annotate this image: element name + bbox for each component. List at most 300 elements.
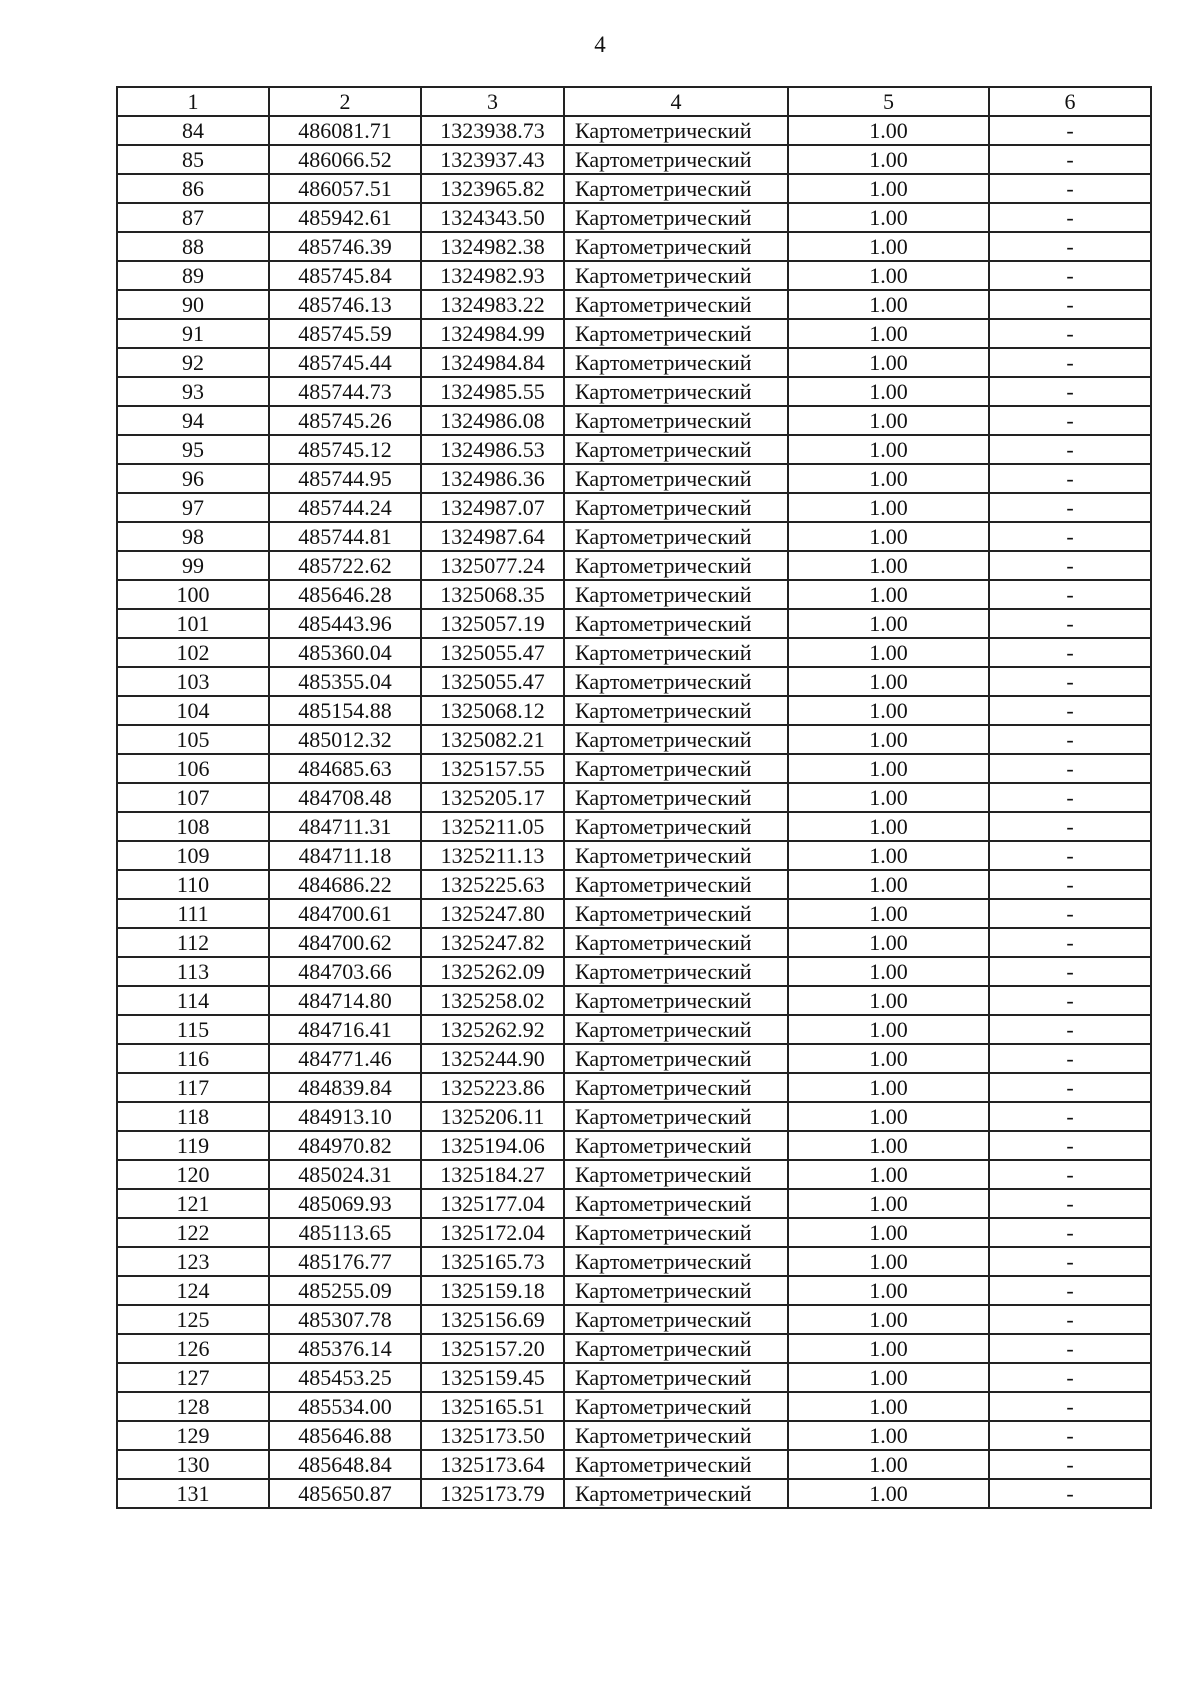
note-cell: - <box>989 1218 1151 1247</box>
note-cell: - <box>989 145 1151 174</box>
method-cell: Картометрический <box>564 1305 788 1334</box>
point-number-cell: 93 <box>117 377 269 406</box>
point-number-cell: 87 <box>117 203 269 232</box>
x-coordinate-cell: 485355.04 <box>269 667 421 696</box>
method-cell: Картометрический <box>564 638 788 667</box>
table-row <box>117 319 1151 348</box>
x-coordinate-cell: 484970.82 <box>269 1131 421 1160</box>
note-cell: - <box>989 870 1151 899</box>
table-row <box>117 1073 1151 1102</box>
note-cell: - <box>989 1334 1151 1363</box>
table-row <box>117 725 1151 754</box>
accuracy-cell: 1.00 <box>788 1044 989 1073</box>
method-cell: Картометрический <box>564 609 788 638</box>
table-row <box>117 232 1151 261</box>
x-coordinate-cell: 485453.25 <box>269 1363 421 1392</box>
x-coordinate-cell: 486066.52 <box>269 145 421 174</box>
accuracy-cell: 1.00 <box>788 348 989 377</box>
x-coordinate-cell: 484711.18 <box>269 841 421 870</box>
x-coordinate-cell: 484771.46 <box>269 1044 421 1073</box>
y-coordinate-cell: 1325247.82 <box>421 928 564 957</box>
x-coordinate-cell: 485176.77 <box>269 1247 421 1276</box>
x-coordinate-cell: 484708.48 <box>269 783 421 812</box>
accuracy-cell: 1.00 <box>788 464 989 493</box>
method-cell: Картометрический <box>564 377 788 406</box>
point-number-cell: 117 <box>117 1073 269 1102</box>
accuracy-cell: 1.00 <box>788 986 989 1015</box>
method-cell: Картометрический <box>564 580 788 609</box>
method-cell: Картометрический <box>564 203 788 232</box>
x-coordinate-cell: 485745.59 <box>269 319 421 348</box>
table-row <box>117 754 1151 783</box>
point-number-cell: 106 <box>117 754 269 783</box>
point-number-cell: 109 <box>117 841 269 870</box>
x-coordinate-cell: 485154.88 <box>269 696 421 725</box>
note-cell: - <box>989 667 1151 696</box>
accuracy-cell: 1.00 <box>788 928 989 957</box>
accuracy-cell: 1.00 <box>788 1015 989 1044</box>
method-cell: Картометрический <box>564 1421 788 1450</box>
point-number-cell: 99 <box>117 551 269 580</box>
x-coordinate-cell: 485376.14 <box>269 1334 421 1363</box>
method-cell: Картометрический <box>564 667 788 696</box>
y-coordinate-cell: 1325194.06 <box>421 1131 564 1160</box>
point-number-cell: 114 <box>117 986 269 1015</box>
accuracy-cell: 1.00 <box>788 725 989 754</box>
method-cell: Картометрический <box>564 1015 788 1044</box>
x-coordinate-cell: 485534.00 <box>269 1392 421 1421</box>
note-cell: - <box>989 406 1151 435</box>
accuracy-cell: 1.00 <box>788 232 989 261</box>
point-number-cell: 128 <box>117 1392 269 1421</box>
table-row <box>117 174 1151 203</box>
point-number-cell: 112 <box>117 928 269 957</box>
table-row <box>117 1479 1151 1508</box>
accuracy-cell: 1.00 <box>788 1102 989 1131</box>
y-coordinate-cell: 1325173.79 <box>421 1479 564 1508</box>
method-cell: Картометрический <box>564 1218 788 1247</box>
x-coordinate-cell: 486057.51 <box>269 174 421 203</box>
method-cell: Картометрический <box>564 551 788 580</box>
y-coordinate-cell: 1325068.12 <box>421 696 564 725</box>
method-cell: Картометрический <box>564 1479 788 1508</box>
y-coordinate-cell: 1325211.05 <box>421 812 564 841</box>
y-coordinate-cell: 1325157.55 <box>421 754 564 783</box>
note-cell: - <box>989 116 1151 145</box>
method-cell: Картометрический <box>564 986 788 1015</box>
y-coordinate-cell: 1325157.20 <box>421 1334 564 1363</box>
table-row <box>117 928 1151 957</box>
method-cell: Картометрический <box>564 1276 788 1305</box>
point-number-cell: 123 <box>117 1247 269 1276</box>
method-cell: Картометрический <box>564 348 788 377</box>
table-row <box>117 1015 1151 1044</box>
note-cell: - <box>989 1479 1151 1508</box>
table-row <box>117 1450 1151 1479</box>
note-cell: - <box>989 1015 1151 1044</box>
point-number-cell: 113 <box>117 957 269 986</box>
point-number-cell: 84 <box>117 116 269 145</box>
table-row <box>117 261 1151 290</box>
point-number-cell: 95 <box>117 435 269 464</box>
y-coordinate-cell: 1324987.64 <box>421 522 564 551</box>
x-coordinate-cell: 485746.13 <box>269 290 421 319</box>
table-row <box>117 1305 1151 1334</box>
method-cell: Картометрический <box>564 1189 788 1218</box>
y-coordinate-cell: 1325206.11 <box>421 1102 564 1131</box>
note-cell: - <box>989 725 1151 754</box>
table-row <box>117 1218 1151 1247</box>
table-row <box>117 377 1151 406</box>
note-cell: - <box>989 1073 1151 1102</box>
point-number-cell: 108 <box>117 812 269 841</box>
method-cell: Картометрический <box>564 783 788 812</box>
table-row <box>117 435 1151 464</box>
method-cell: Картометрический <box>564 899 788 928</box>
method-cell: Картометрический <box>564 1102 788 1131</box>
note-cell: - <box>989 1363 1151 1392</box>
note-cell: - <box>989 174 1151 203</box>
note-cell: - <box>989 1189 1151 1218</box>
x-coordinate-cell: 485012.32 <box>269 725 421 754</box>
accuracy-cell: 1.00 <box>788 1392 989 1421</box>
table-row <box>117 1102 1151 1131</box>
table-row <box>117 348 1151 377</box>
x-coordinate-cell: 485646.88 <box>269 1421 421 1450</box>
accuracy-cell: 1.00 <box>788 1421 989 1450</box>
point-number-cell: 104 <box>117 696 269 725</box>
method-cell: Картометрический <box>564 1334 788 1363</box>
y-coordinate-cell: 1325211.13 <box>421 841 564 870</box>
note-cell: - <box>989 928 1151 957</box>
method-cell: Картометрический <box>564 1160 788 1189</box>
point-number-cell: 120 <box>117 1160 269 1189</box>
y-coordinate-cell: 1325156.69 <box>421 1305 564 1334</box>
y-coordinate-cell: 1324984.99 <box>421 319 564 348</box>
method-cell: Картометрический <box>564 319 788 348</box>
x-coordinate-cell: 485744.81 <box>269 522 421 551</box>
y-coordinate-cell: 1325172.04 <box>421 1218 564 1247</box>
point-number-cell: 96 <box>117 464 269 493</box>
point-number-cell: 105 <box>117 725 269 754</box>
y-coordinate-cell: 1324987.07 <box>421 493 564 522</box>
table-row <box>117 203 1151 232</box>
table-row <box>117 812 1151 841</box>
table-row <box>117 609 1151 638</box>
table-row <box>117 1131 1151 1160</box>
note-cell: - <box>989 609 1151 638</box>
y-coordinate-cell: 1325055.47 <box>421 638 564 667</box>
y-coordinate-cell: 1324986.08 <box>421 406 564 435</box>
header-col-1: 1 <box>117 87 269 116</box>
accuracy-cell: 1.00 <box>788 1160 989 1189</box>
accuracy-cell: 1.00 <box>788 638 989 667</box>
note-cell: - <box>989 1247 1151 1276</box>
y-coordinate-cell: 1324982.93 <box>421 261 564 290</box>
method-cell: Картометрический <box>564 1073 788 1102</box>
y-coordinate-cell: 1325244.90 <box>421 1044 564 1073</box>
y-coordinate-cell: 1325262.09 <box>421 957 564 986</box>
note-cell: - <box>989 986 1151 1015</box>
table-row <box>117 580 1151 609</box>
accuracy-cell: 1.00 <box>788 145 989 174</box>
note-cell: - <box>989 783 1151 812</box>
accuracy-cell: 1.00 <box>788 261 989 290</box>
x-coordinate-cell: 484711.31 <box>269 812 421 841</box>
accuracy-cell: 1.00 <box>788 1305 989 1334</box>
table-row <box>117 1189 1151 1218</box>
y-coordinate-cell: 1325159.18 <box>421 1276 564 1305</box>
method-cell: Картометрический <box>564 870 788 899</box>
y-coordinate-cell: 1325205.17 <box>421 783 564 812</box>
method-cell: Картометрический <box>564 435 788 464</box>
x-coordinate-cell: 485746.39 <box>269 232 421 261</box>
accuracy-cell: 1.00 <box>788 957 989 986</box>
y-coordinate-cell: 1325258.02 <box>421 986 564 1015</box>
point-number-cell: 97 <box>117 493 269 522</box>
method-cell: Картометрический <box>564 1044 788 1073</box>
note-cell: - <box>989 899 1151 928</box>
method-cell: Картометрический <box>564 696 788 725</box>
method-cell: Картометрический <box>564 261 788 290</box>
method-cell: Картометрический <box>564 406 788 435</box>
note-cell: - <box>989 580 1151 609</box>
method-cell: Картометрический <box>564 493 788 522</box>
table-header <box>117 87 1151 116</box>
point-number-cell: 90 <box>117 290 269 319</box>
y-coordinate-cell: 1324986.36 <box>421 464 564 493</box>
table-row <box>117 986 1151 1015</box>
x-coordinate-cell: 485744.73 <box>269 377 421 406</box>
y-coordinate-cell: 1325055.47 <box>421 667 564 696</box>
accuracy-cell: 1.00 <box>788 870 989 899</box>
note-cell: - <box>989 1160 1151 1189</box>
y-coordinate-cell: 1324343.50 <box>421 203 564 232</box>
y-coordinate-cell: 1324985.55 <box>421 377 564 406</box>
accuracy-cell: 1.00 <box>788 1218 989 1247</box>
accuracy-cell: 1.00 <box>788 1363 989 1392</box>
table-row <box>117 667 1151 696</box>
y-coordinate-cell: 1325177.04 <box>421 1189 564 1218</box>
coordinates-table <box>116 86 1152 1509</box>
x-coordinate-cell: 485942.61 <box>269 203 421 232</box>
point-number-cell: 131 <box>117 1479 269 1508</box>
accuracy-cell: 1.00 <box>788 1479 989 1508</box>
y-coordinate-cell: 1324984.84 <box>421 348 564 377</box>
table-row <box>117 1276 1151 1305</box>
note-cell: - <box>989 290 1151 319</box>
accuracy-cell: 1.00 <box>788 1276 989 1305</box>
accuracy-cell: 1.00 <box>788 203 989 232</box>
y-coordinate-cell: 1323938.73 <box>421 116 564 145</box>
accuracy-cell: 1.00 <box>788 290 989 319</box>
y-coordinate-cell: 1323937.43 <box>421 145 564 174</box>
point-number-cell: 130 <box>117 1450 269 1479</box>
accuracy-cell: 1.00 <box>788 1334 989 1363</box>
note-cell: - <box>989 435 1151 464</box>
y-coordinate-cell: 1325262.92 <box>421 1015 564 1044</box>
accuracy-cell: 1.00 <box>788 899 989 928</box>
method-cell: Картометрический <box>564 1392 788 1421</box>
y-coordinate-cell: 1324983.22 <box>421 290 564 319</box>
y-coordinate-cell: 1325184.27 <box>421 1160 564 1189</box>
note-cell: - <box>989 841 1151 870</box>
header-col-6: 6 <box>989 87 1151 116</box>
x-coordinate-cell: 485745.44 <box>269 348 421 377</box>
method-cell: Картометрический <box>564 145 788 174</box>
note-cell: - <box>989 261 1151 290</box>
table-row <box>117 493 1151 522</box>
y-coordinate-cell: 1325223.86 <box>421 1073 564 1102</box>
y-coordinate-cell: 1325173.64 <box>421 1450 564 1479</box>
x-coordinate-cell: 485745.12 <box>269 435 421 464</box>
x-coordinate-cell: 484700.61 <box>269 899 421 928</box>
x-coordinate-cell: 485307.78 <box>269 1305 421 1334</box>
point-number-cell: 129 <box>117 1421 269 1450</box>
accuracy-cell: 1.00 <box>788 319 989 348</box>
method-cell: Картометрический <box>564 522 788 551</box>
note-cell: - <box>989 464 1151 493</box>
x-coordinate-cell: 485360.04 <box>269 638 421 667</box>
header-col-5: 5 <box>788 87 989 116</box>
table-row <box>117 1247 1151 1276</box>
table-row <box>117 1044 1151 1073</box>
point-number-cell: 107 <box>117 783 269 812</box>
point-number-cell: 91 <box>117 319 269 348</box>
note-cell: - <box>989 232 1151 261</box>
point-number-cell: 100 <box>117 580 269 609</box>
x-coordinate-cell: 484716.41 <box>269 1015 421 1044</box>
point-number-cell: 121 <box>117 1189 269 1218</box>
table-row <box>117 406 1151 435</box>
x-coordinate-cell: 485113.65 <box>269 1218 421 1247</box>
note-cell: - <box>989 203 1151 232</box>
y-coordinate-cell: 1325082.21 <box>421 725 564 754</box>
table-row <box>117 1363 1151 1392</box>
accuracy-cell: 1.00 <box>788 1131 989 1160</box>
point-number-cell: 102 <box>117 638 269 667</box>
accuracy-cell: 1.00 <box>788 1073 989 1102</box>
x-coordinate-cell: 485745.26 <box>269 406 421 435</box>
x-coordinate-cell: 484685.63 <box>269 754 421 783</box>
point-number-cell: 103 <box>117 667 269 696</box>
point-number-cell: 115 <box>117 1015 269 1044</box>
table-row <box>117 1421 1151 1450</box>
note-cell: - <box>989 1102 1151 1131</box>
x-coordinate-cell: 484700.62 <box>269 928 421 957</box>
method-cell: Картометрический <box>564 1363 788 1392</box>
method-cell: Картометрический <box>564 174 788 203</box>
point-number-cell: 98 <box>117 522 269 551</box>
accuracy-cell: 1.00 <box>788 116 989 145</box>
point-number-cell: 124 <box>117 1276 269 1305</box>
accuracy-cell: 1.00 <box>788 1189 989 1218</box>
accuracy-cell: 1.00 <box>788 1450 989 1479</box>
note-cell: - <box>989 1131 1151 1160</box>
accuracy-cell: 1.00 <box>788 174 989 203</box>
note-cell: - <box>989 1044 1151 1073</box>
method-cell: Картометрический <box>564 725 788 754</box>
x-coordinate-cell: 485744.95 <box>269 464 421 493</box>
y-coordinate-cell: 1325159.45 <box>421 1363 564 1392</box>
y-coordinate-cell: 1325165.73 <box>421 1247 564 1276</box>
table-row <box>117 899 1151 928</box>
table-row <box>117 464 1151 493</box>
accuracy-cell: 1.00 <box>788 377 989 406</box>
x-coordinate-cell: 485745.84 <box>269 261 421 290</box>
method-cell: Картометрический <box>564 754 788 783</box>
table-row <box>117 551 1151 580</box>
accuracy-cell: 1.00 <box>788 435 989 464</box>
header-row <box>117 87 1151 116</box>
method-cell: Картометрический <box>564 841 788 870</box>
y-coordinate-cell: 1325247.80 <box>421 899 564 928</box>
point-number-cell: 101 <box>117 609 269 638</box>
note-cell: - <box>989 1392 1151 1421</box>
y-coordinate-cell: 1325068.35 <box>421 580 564 609</box>
method-cell: Картометрический <box>564 1131 788 1160</box>
y-coordinate-cell: 1325173.50 <box>421 1421 564 1450</box>
note-cell: - <box>989 319 1151 348</box>
point-number-cell: 118 <box>117 1102 269 1131</box>
table-row <box>117 1392 1151 1421</box>
y-coordinate-cell: 1325057.19 <box>421 609 564 638</box>
table-body <box>117 116 1151 1508</box>
table-row <box>117 290 1151 319</box>
method-cell: Картометрический <box>564 928 788 957</box>
x-coordinate-cell: 485648.84 <box>269 1450 421 1479</box>
note-cell: - <box>989 1276 1151 1305</box>
point-number-cell: 89 <box>117 261 269 290</box>
point-number-cell: 88 <box>117 232 269 261</box>
table-row <box>117 638 1151 667</box>
x-coordinate-cell: 485069.93 <box>269 1189 421 1218</box>
x-coordinate-cell: 484686.22 <box>269 870 421 899</box>
accuracy-cell: 1.00 <box>788 609 989 638</box>
table-row <box>117 841 1151 870</box>
point-number-cell: 122 <box>117 1218 269 1247</box>
note-cell: - <box>989 493 1151 522</box>
point-number-cell: 85 <box>117 145 269 174</box>
x-coordinate-cell: 485024.31 <box>269 1160 421 1189</box>
x-coordinate-cell: 485722.62 <box>269 551 421 580</box>
point-number-cell: 125 <box>117 1305 269 1334</box>
x-coordinate-cell: 485443.96 <box>269 609 421 638</box>
point-number-cell: 86 <box>117 174 269 203</box>
x-coordinate-cell: 485650.87 <box>269 1479 421 1508</box>
point-number-cell: 127 <box>117 1363 269 1392</box>
accuracy-cell: 1.00 <box>788 1247 989 1276</box>
x-coordinate-cell: 486081.71 <box>269 116 421 145</box>
note-cell: - <box>989 638 1151 667</box>
table-row <box>117 696 1151 725</box>
y-coordinate-cell: 1325165.51 <box>421 1392 564 1421</box>
method-cell: Картометрический <box>564 290 788 319</box>
point-number-cell: 119 <box>117 1131 269 1160</box>
point-number-cell: 94 <box>117 406 269 435</box>
table-row <box>117 522 1151 551</box>
x-coordinate-cell: 484703.66 <box>269 957 421 986</box>
point-number-cell: 126 <box>117 1334 269 1363</box>
x-coordinate-cell: 485255.09 <box>269 1276 421 1305</box>
note-cell: - <box>989 1421 1151 1450</box>
accuracy-cell: 1.00 <box>788 580 989 609</box>
y-coordinate-cell: 1325077.24 <box>421 551 564 580</box>
table-row <box>117 145 1151 174</box>
note-cell: - <box>989 348 1151 377</box>
note-cell: - <box>989 957 1151 986</box>
note-cell: - <box>989 377 1151 406</box>
